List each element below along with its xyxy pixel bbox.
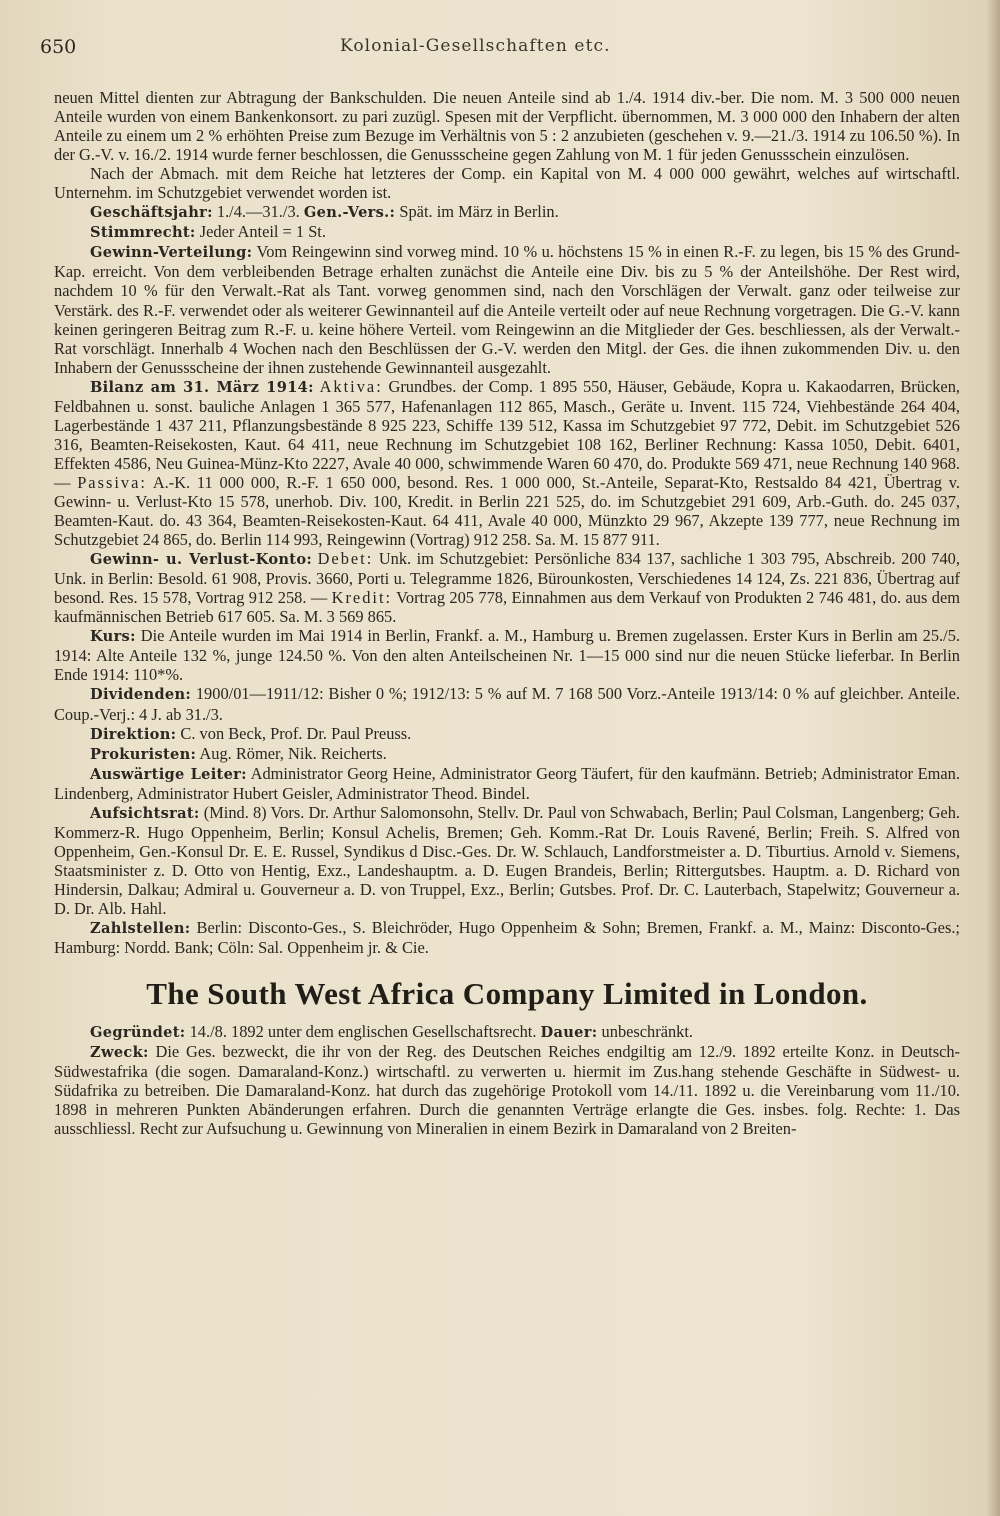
text-geschaeftsjahr: 1./4.—31./3. [216, 202, 300, 222]
paragraph-abmachung: Nach der Abmach. mit dem Reiche hat letzteres der Comp. ein Kapital von M. 4 000 000 gewährt, welches auf wirtschaftl. Unternehm. im Schutzgebiet verwendet worden ist. [54, 164, 960, 203]
entry-zweck [54, 1042, 960, 1138]
entry-gegruendet [54, 1022, 960, 1042]
paragraph-intro: neuen Mittel dienten zur Abtragung der Bankschulden. Die neuen Anteile sind ab 1./4. 1914 div.-ber. Die nom. M. 3 500 000 neuen Anteile wurden von einem Bankenkonsort. zu pari zuzügl. Spesen mit der Verpflicht. übernommen, M. 3 000 000 den Inhabern der alten Anteile zu einem um 2 % erhöhten Preise zum Bezuge im Verhältnis von 5 : 2 anzubieten (geschehen v. 9.—21./3. 1914 zu 106.50 %). In der G.-V. v. 16./2. 1914 wurde ferner beschlossen, die Genussscheine gegen Zahlung von M. 1 für jeden Genussschein einzulösen. [54, 88, 960, 165]
entry-zahlstellen [54, 918, 960, 957]
label-auswaertige-leiter: Auswärtige Leiter: [90, 765, 247, 783]
text-auswaertige-leiter: Administrator Georg Heine, Administrator Georg Täufert, für den kaufmänn. Betrieb; Administrator Eman. Lindenberg, Administrator Hubert Geisler, Administrator Theod. Bindel. [54, 763, 960, 803]
entry-stimmrecht [54, 222, 960, 242]
text-gewinn-verteilung: Vom Reingewinn sind vorweg mind. 10 % u. höchstens 15 % in einen R.-F. zu legen, bis 15 % des Grund-Kap. erreicht. Von dem verbleibenden Betrage erhalten zunächst die Anteile eine Div. bis zu 5 % der Anteilshöhe. Der Rest wird, nachdem 10 % für den Verwalt.-Rat als Tant. vorweg genommen sind, nach den Vorschlägen der Verwalt. ganz oder teilweise zur Verstärk. des R.-F. verwendet oder als weiterer Gewinnanteil auf die Anteile verteilt oder auf neue Rechnung vorgetragen. Die G.-V. kann keinen geringeren Beitrag zum R.-F. u. keine höhere Verteil. vom Reingewinn an die Mitglieder der Ges. beschliessen, als der Verwalt.-Rat vorschlägt. Innerhalb 4 Wochen nach den Beschlüssen der G.-V. werden den Mitgl. der Ges. die ihnen zukommenden Div. u. den Inhabern der Genussscheine der ihnen zustehende Gewinnanteil ausgezahlt. [54, 242, 960, 377]
entry-auswaertige-leiter [54, 764, 960, 803]
label-zahlstellen: Zahlstellen: [90, 920, 191, 938]
text-kredit: Vortrag 205 778, Einnahmen aus dem Verkauf von Produkten 2 746 481, do. aus dem kaufmännischen Betrieb 617 605. Sa. M. 3 569 865. [54, 588, 960, 627]
page-edge-shadow [986, 0, 1000, 1516]
label-gegruendet: Gegründet: [90, 1024, 186, 1042]
text-direktion: C. von Beck, Prof. Dr. Paul Preuss. [180, 723, 412, 743]
label-genvers: Gen.-Vers.: [303, 204, 396, 222]
label-aufsichtsrat: Aufsichtsrat: [90, 804, 200, 822]
text-zahlstellen: Berlin: Disconto-Ges., S. Bleichröder, Hugo Oppenheim & Sohn; Bremen, Frankf. a. M., Mainz: Disconto-Ges.; Hamburg: Nordd. Bank; Cöln: Sal. Oppenheim jr. & Cie. [54, 918, 960, 958]
label-stimmrecht: Stimmrecht: [90, 224, 196, 242]
entry-prokuristen [54, 744, 960, 764]
entry-gewinn-verteilung [54, 242, 960, 376]
label-gewinn-verteilung: Gewinn-Verteilung: [90, 244, 253, 262]
label-dauer: Dauer: [540, 1024, 598, 1042]
text-genvers: Spät. im März in Berlin. [399, 202, 559, 222]
label-gewinn-verlust: Gewinn- u. Verlust-Konto: [90, 551, 313, 569]
entry-kurs [54, 626, 960, 684]
label-geschaeftsjahr: Geschäftsjahr: [90, 204, 213, 222]
label-dividenden: Dividenden: [90, 686, 192, 704]
text-aufsichtsrat: (Mind. 8) Vors. Dr. Arthur Salomonsohn, Stellv. Dr. Paul von Schwabach, Berlin; Paul Colsman, Langenberg; Geh. Kommerz-R. Hugo Oppenheim, Berlin; Konsul Achelis, Bremen; Geh. Komm.-Rat Dr. Louis Ravené, Berlin; Freih. S. Alfred von Oppenheim, Gen.-Konsul Dr. E. E. Russel, Syndikus d Disc.-Ges. Dr. W. Schlauch, Landforstmeister a. D. Tiburtius. Arnold v. Siemens, Staatsminister z. D. Otto von Hentig, Exz., Landeshauptm. a. D. Eugen Brandeis, Berlin; Rittergutsbes. Hauptm. a. D. Richard von Hindersin, Dalkau; Admiral u. Gouverneur a. D. von Truppel, Exz., Berlin; Gutsbes. Prof. Dr. C. Lauterbach, Stapelwitz; Gouverneur a. D. Dr. Alb. Hahl. [54, 802, 960, 918]
label-kurs: Kurs: [90, 628, 136, 646]
entry-dividenden [54, 684, 960, 723]
text-gegruendet: 14./8. 1892 unter dem englischen Gesellschaftsrecht. [189, 1022, 537, 1042]
label-aktiva: Aktiva: [319, 376, 383, 396]
page-number: 650 [40, 36, 77, 58]
entry-gewinn-verlust [54, 549, 960, 626]
entry-aufsichtsrat [54, 803, 960, 918]
label-debet: Debet: [317, 549, 374, 569]
running-header [40, 36, 960, 66]
label-direktion: Direktion: [90, 725, 177, 743]
entry-geschaeftsjahr [54, 202, 960, 222]
text-aktiva: Grundbes. der Comp. 1 895 550, Häuser, Gebäude, Kopra u. Kakaodarren, Brücken, Feldbahnen u. sonst. bauliche Anlagen 1 365 577, Hafenanlagen 112 865, Masch., Geräte u. Invent. 115 724, Viehbestände 264 404, Lagerbestände 1 437 211, Pflanzungsbestände 8 925 223, Schiffe 139 512, Kassa im Schutzgebiet 97 772, Debit. im Schutzgebiet 526 316, Beamten-Reisekosten, Kaut. 64 411, neue Rechnung im Schutzgebiet 108 162, Berliner Rechnung: Kassa 1050, Debit. 6401, Effekten 4586, Neu Guinea-Münz-Kto 2227, Avale 40 000, schwimmende Waren 60 470, do. Produkte 569 471, neue Rechnung 140 968. — [54, 376, 961, 492]
label-kredit: Kredit: [331, 588, 393, 608]
text-stimmrecht: Jeder Anteil = 1 St. [199, 222, 326, 242]
entry-bilanz [54, 377, 960, 549]
text-dauer: unbeschränkt. [601, 1022, 694, 1042]
running-title: Kolonial-Gesellschaften etc. [340, 36, 611, 56]
text-dividenden: 1900/01—1911/12: Bisher 0 %; 1912/13: 5 % auf M. 7 168 500 Vorz.-Anteile 1913/14: 0 % auf gleichber. Anteile. Coup.-Verj.: 4 J. ab 31./3. [54, 684, 960, 724]
entry-direktion [54, 724, 960, 744]
text-passiva: A.-K. 11 000 000, R.-F. 1 650 000, besond. Res. 1 000 000, St.-Anteile, Separat-Kto, Restsaldo 84 421, Übertrag v. Gewinn- u. Verlust-Kto 15 578, unerhob. Div. 100, Kredit. in Berlin 221 525, do. im Schutzgebiet 291 609, Arb.-Guth. do. 245 037, Beamten-Kaut. do. 43 364, Beamten-Reisekosten-Kaut. 64 411, Avale 40 000, Münzkto 29 967, Akzepte 139 777, neue Rechnung im Schutzgebiet 24 865, do. Berlin 114 993, Reingewinn (Vortrag) 912 258. Sa. M. 15 877 911. [54, 472, 960, 550]
company-heading: The South West Africa Company Limited in London. [146, 976, 868, 1012]
text-prokuristen: Aug. Römer, Nik. Reicherts. [199, 743, 387, 763]
label-bilanz: Bilanz am 31. März 1914: [90, 378, 314, 396]
section-south-west-africa [54, 1022, 960, 1138]
text-zweck: Die Ges. bezweckt, die ihr von der Reg. des Deutschen Reiches endgiltig am 12./9. 1892 erteilte Konz. in Deutsch-Südwestafrika (die sogen. Damaraland-Konz.) wirtschaftl. zu verwerten u. hiermit im Zus.hang stehende Geschäfte in Südwest- u. Südafrika zu betreiben. Die Damaraland-Konz. hat durch das zugehörige Protokoll vom 14./11. 1892 u. die Vereinbarung vom 11./10. 1898 in mehreren Punkten Abänderungen erfahren. Durch die genannten Verträge erlangte die Ges. insbes. folg. Rechte: 1. Das ausschliessl. Recht zur Aufsuchung u. Gewinnung von Mineralien in einem Bezirk in Damaraland von 2 Breiten- [54, 1042, 961, 1139]
text-kurs: Die Anteile wurden im Mai 1914 in Berlin, Frankf. a. M., Hamburg u. Bremen zugelassen. Erster Kurs in Berlin am 25./5. 1914: Alte Anteile 132 %, junge 124.50 %. Von den alten Anteilscheinen Nr. 1—15 000 sind nur die neuen Stücke lieferbar. In Berlin Ende 1914: 110*%. [54, 626, 960, 685]
text-debet: Unk. im Schutzgebiet: Persönliche 834 137, sachliche 1 303 795, Abschreib. 200 740, Unk. in Berlin: Besold. 61 908, Provis. 3660, Porti u. Telegramme 1826, Bürounkosten, Verschiedenes 14 124, Zs. 221 836, Übertrag auf besond. Res. 15 578, Vortrag 912 258. — [54, 549, 960, 608]
label-passiva: Passiva: [77, 472, 147, 492]
label-zweck: Zweck: [90, 1044, 149, 1062]
label-prokuristen: Prokuristen: [90, 745, 197, 763]
section-kolonial-entry [54, 88, 960, 957]
